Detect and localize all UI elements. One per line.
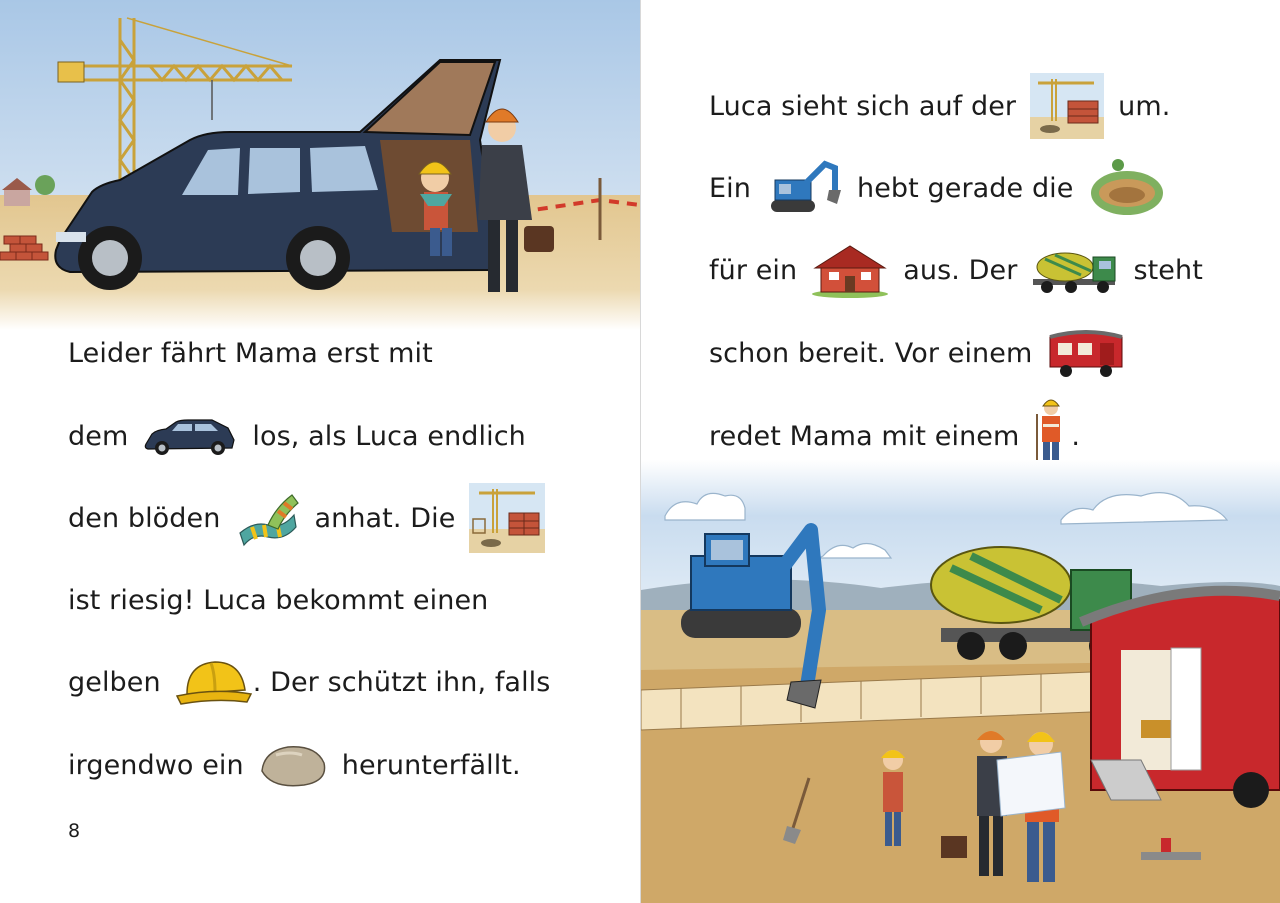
text-fragment: los, als Luca endlich [252,420,526,452]
text-line-5 [709,408,1080,464]
text-fragment: den blöden [68,502,221,534]
text-line-5 [68,654,550,710]
text-line-4 [709,325,1126,381]
text-line-4 [68,572,488,628]
scarf-icon [234,487,300,549]
text-line-3 [68,490,545,546]
construction-site-icon [469,483,545,553]
text-fragment: . [1071,420,1081,452]
text-fragment: Luca sieht sich auf der [709,90,1017,122]
text-fragment: schon bereit. Vor einem [709,337,1033,369]
text-fragment: um. [1118,90,1171,122]
text-fragment: Leider fährt Mama erst mit [68,337,433,369]
text-fragment: für ein [709,254,798,286]
construction-site-scene-illustration [641,460,1280,903]
text-line-1 [68,325,433,381]
text-fragment: irgendwo ein [68,749,244,781]
excavator-icon [765,160,843,216]
text-line-6 [68,737,521,793]
text-fragment: hebt gerade die [856,172,1074,204]
car-icon [142,416,238,456]
house-icon [811,242,889,298]
excavation-pit-icon [1088,157,1166,219]
text-fragment: ist riesig! Luca bekommt einen [68,584,489,616]
text-fragment: herunterfällt. [341,749,521,781]
text-fragment: . Der schützt ihn, falls [252,666,551,698]
text-line-1 [709,78,1170,134]
text-line-3 [709,242,1203,298]
red-site-trailer-drawing [1081,591,1280,808]
hard-hat-icon [175,654,253,710]
stone-icon [258,741,328,789]
text-fragment: steht [1133,254,1203,286]
text-line-2 [709,160,1166,216]
page-number: 8 [68,820,81,842]
text-fragment: aus. Der [903,254,1018,286]
right-page [641,0,1280,903]
text-fragment: dem [68,420,129,452]
construction-site-icon [1030,73,1104,139]
text-fragment: redet Mama mit einem [709,420,1020,452]
site-trailer-icon [1046,327,1126,379]
text-fragment: Ein [709,172,751,204]
text-fragment: anhat. Die [314,502,456,534]
text-fragment: gelben [68,666,161,698]
cement-mixer-icon [1031,245,1119,295]
text-line-2 [68,408,526,464]
car-at-construction-site-illustration [0,0,640,330]
